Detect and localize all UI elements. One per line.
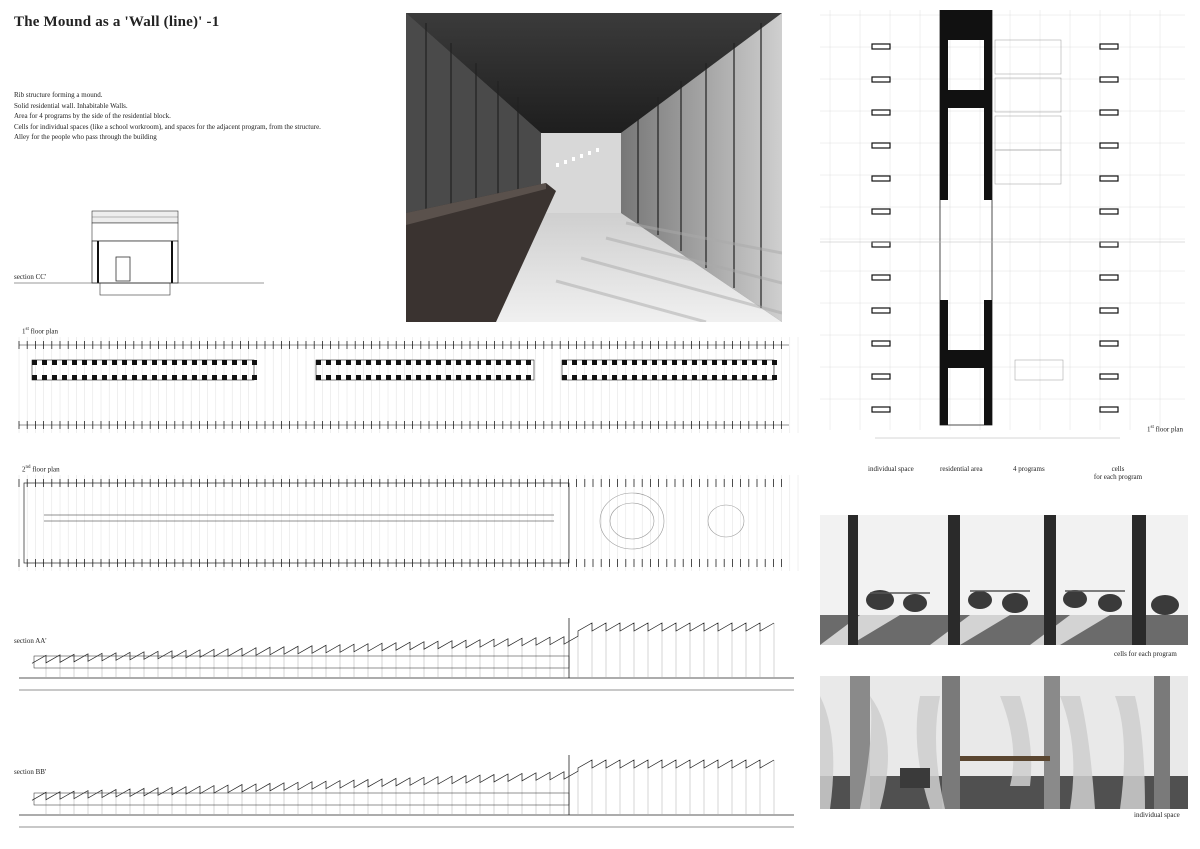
wall-block — [316, 360, 321, 365]
wall-block — [662, 375, 667, 380]
wall-block — [152, 375, 157, 380]
wall-block — [32, 360, 37, 365]
wall-block — [92, 360, 97, 365]
wall-block — [152, 360, 157, 365]
wall-block — [466, 375, 471, 380]
cells-label-line2: for each program — [1093, 473, 1143, 481]
wall-block — [62, 360, 67, 365]
wall-block — [672, 360, 677, 365]
description-line: Solid residential wall. Inhabitable Walls. — [14, 101, 128, 110]
cells-caption: cells for each program — [1114, 650, 1177, 658]
wall-block — [662, 360, 667, 365]
wall-block — [426, 375, 431, 380]
corridor-render — [406, 13, 782, 322]
wall-block — [722, 360, 727, 365]
wall-block — [252, 360, 257, 365]
wall-block — [692, 360, 697, 365]
wall-block — [132, 375, 137, 380]
floor2-number: 2 — [22, 465, 26, 474]
wall-block — [762, 360, 767, 365]
rib-section — [1100, 176, 1118, 181]
wall-block — [232, 375, 237, 380]
wall-block — [592, 375, 597, 380]
section-bb-drawing — [14, 735, 804, 835]
wall-block — [722, 375, 727, 380]
section-aa-drawing — [14, 598, 804, 708]
wall-block — [526, 360, 531, 365]
wall-block — [82, 360, 87, 365]
roof-sawtooth — [32, 760, 774, 800]
wall-block — [446, 360, 451, 365]
wall-block — [182, 375, 187, 380]
wall-block — [612, 375, 617, 380]
rib-section — [1100, 110, 1118, 115]
rib-section — [872, 308, 890, 313]
wall-block — [346, 375, 351, 380]
wall-block — [396, 360, 401, 365]
wall-block — [632, 360, 637, 365]
stage-ellipse — [708, 505, 744, 537]
wall-block — [762, 375, 767, 380]
wall-block — [172, 360, 177, 365]
wall-block — [702, 360, 707, 365]
wall-block — [602, 360, 607, 365]
wall-block — [702, 375, 707, 380]
wall-block — [326, 360, 331, 365]
wall-block — [202, 360, 207, 365]
wall-block — [506, 375, 511, 380]
rib-section — [872, 341, 890, 346]
wall-block — [742, 375, 747, 380]
rib-section — [872, 176, 890, 181]
wall-block — [122, 375, 127, 380]
wall-block — [476, 375, 481, 380]
wall-block — [242, 375, 247, 380]
wall-block — [476, 360, 481, 365]
wall-block — [212, 360, 217, 365]
wall-block — [132, 360, 137, 365]
wall-block — [732, 360, 737, 365]
wall-block — [102, 360, 107, 365]
residential-band — [34, 793, 569, 805]
rib-section — [1100, 308, 1118, 313]
wall-block — [602, 375, 607, 380]
floor2-plan-drawing — [14, 473, 804, 573]
wall-block — [406, 360, 411, 365]
section-aa-label: section AA' — [14, 637, 47, 645]
wall-block — [72, 375, 77, 380]
individual-space-render — [820, 676, 1188, 809]
wall-block — [72, 360, 77, 365]
floor1-plan-drawing — [14, 335, 804, 435]
rib-section — [1100, 77, 1118, 82]
floor1-sup: st — [25, 327, 29, 332]
rib-section — [1100, 341, 1118, 346]
wall-block — [612, 360, 617, 365]
wall-block — [732, 375, 737, 380]
wall-block — [436, 360, 441, 365]
rib-section — [1100, 374, 1118, 379]
description-line: Alley for the people who pass through the building — [14, 133, 157, 141]
wall-block — [62, 375, 67, 380]
right-floor-sup: st — [1150, 425, 1154, 430]
wall-block — [242, 360, 247, 365]
wall-block — [446, 375, 451, 380]
wall-block — [102, 375, 107, 380]
wall-block — [326, 375, 331, 380]
rib-section — [872, 275, 890, 280]
cells-label-line1: cells — [1111, 465, 1125, 473]
wall-block — [376, 375, 381, 380]
wall-block — [192, 375, 197, 380]
wall-block — [112, 375, 117, 380]
floor2-text: floor plan — [30, 465, 60, 474]
wall-block — [712, 360, 717, 365]
section-cc-label: section CC' — [14, 273, 47, 281]
rib-section — [1100, 143, 1118, 148]
wall-block — [366, 360, 371, 365]
wall-block — [92, 375, 97, 380]
individual-space-label: individual space — [868, 465, 914, 473]
wall-block — [142, 360, 147, 365]
description-line: Rib structure forming a mound. — [14, 91, 103, 99]
wall-block — [162, 375, 167, 380]
individual-space-caption: individual space — [1134, 811, 1180, 819]
wall-block — [436, 375, 441, 380]
residential-band — [34, 656, 569, 668]
rib-section — [872, 374, 890, 379]
wall-block — [112, 360, 117, 365]
wall-block — [376, 360, 381, 365]
wall-block — [142, 375, 147, 380]
wall-block — [752, 375, 757, 380]
wall-block — [486, 360, 491, 365]
stage-ellipse — [610, 503, 654, 539]
wall-block — [32, 375, 37, 380]
wall-block — [232, 360, 237, 365]
wall-block — [592, 360, 597, 365]
rib-section — [872, 209, 890, 214]
drawing-line — [24, 483, 569, 563]
rib-section — [1100, 407, 1118, 412]
wall-block — [386, 375, 391, 380]
wall-block — [162, 360, 167, 365]
wall-block — [222, 360, 227, 365]
right-floor-plan-drawing — [820, 10, 1190, 450]
wall-block — [356, 360, 361, 365]
wall-block — [192, 360, 197, 365]
roof-sawtooth — [32, 623, 774, 663]
wall-block — [416, 375, 421, 380]
wall-block — [692, 375, 697, 380]
rib-section — [872, 143, 890, 148]
right-floor-number: 1 — [1147, 425, 1151, 434]
wall-block — [632, 375, 637, 380]
wall-block — [346, 360, 351, 365]
floor1-text: floor plan — [28, 327, 59, 336]
program-room — [1015, 360, 1063, 380]
wall-block — [496, 375, 501, 380]
wall-block — [336, 375, 341, 380]
residential-area-label: residential area — [940, 465, 983, 473]
wall-block — [562, 375, 567, 380]
wall-block — [582, 375, 587, 380]
cells-render — [820, 515, 1188, 645]
wall-block — [336, 360, 341, 365]
wall-block — [52, 360, 57, 365]
wall-block — [386, 360, 391, 365]
rib-section — [872, 110, 890, 115]
wall-block — [506, 360, 511, 365]
program-room — [995, 78, 1061, 112]
description-text — [14, 90, 394, 143]
wall-block — [456, 375, 461, 380]
rib-section — [1100, 44, 1118, 49]
wall-block — [772, 375, 777, 380]
wall-block — [940, 10, 992, 40]
page-title: The Mound as a 'Wall (line)' -1 — [14, 14, 220, 30]
wall-block — [182, 360, 187, 365]
wall-block — [466, 360, 471, 365]
wall-block — [516, 375, 521, 380]
description-line: Cells for individual spaces (like a school workroom), and spaces for the adjacent program, from the structure. — [14, 122, 321, 131]
wall-block — [622, 375, 627, 380]
wall-block — [202, 375, 207, 380]
section-cc-drawing — [14, 205, 264, 305]
rib-section — [1100, 275, 1118, 280]
wall-block — [652, 375, 657, 380]
wall-block — [406, 375, 411, 380]
rib-section — [872, 242, 890, 247]
wall-block — [42, 375, 47, 380]
wall-block — [172, 375, 177, 380]
wall-block — [642, 360, 647, 365]
wall-block — [572, 360, 577, 365]
wall-block — [496, 360, 501, 365]
wall-block — [52, 375, 57, 380]
wall-block — [642, 375, 647, 380]
wall-block — [486, 375, 491, 380]
program-room — [995, 150, 1061, 184]
right-floor-text: floor plan — [1153, 425, 1184, 434]
rib-section — [1100, 242, 1118, 247]
section-bb-label: section BB' — [14, 768, 47, 776]
wall-block — [316, 375, 321, 380]
wall-block — [940, 90, 992, 108]
right-floor-plan-label — [1147, 425, 1183, 433]
floor1-number: 1 — [22, 327, 26, 336]
wall-block — [672, 375, 677, 380]
wall-block — [712, 375, 717, 380]
wall-block — [82, 375, 87, 380]
wall-block — [682, 375, 687, 380]
wall-block — [622, 360, 627, 365]
wall-block — [742, 360, 747, 365]
wall-block — [356, 375, 361, 380]
program-room — [995, 116, 1061, 150]
rib-section — [872, 44, 890, 49]
wall-block — [526, 375, 531, 380]
wall-block — [682, 360, 687, 365]
wall-block — [516, 360, 521, 365]
wall-block — [752, 360, 757, 365]
wall-block — [212, 375, 217, 380]
wall-block — [652, 360, 657, 365]
wall-block — [772, 360, 777, 365]
wall-block — [582, 360, 587, 365]
wall-block — [940, 350, 992, 368]
cells-label — [1088, 465, 1148, 481]
four-programs-label: 4 programs — [1013, 465, 1045, 473]
rib-section — [872, 77, 890, 82]
wall-block — [122, 360, 127, 365]
wall-block — [366, 375, 371, 380]
wall-block — [456, 360, 461, 365]
wall-block — [416, 360, 421, 365]
wall-block — [252, 375, 257, 380]
rib-section — [1100, 209, 1118, 214]
description-line: Area for 4 programs by the side of the residential block. — [14, 112, 171, 120]
wall-block — [396, 375, 401, 380]
wall-block — [426, 360, 431, 365]
wall-block — [572, 375, 577, 380]
rib-section — [872, 407, 890, 412]
wall-block — [222, 375, 227, 380]
floor2-sup: nd — [25, 465, 31, 470]
wall-block — [42, 360, 47, 365]
program-room — [995, 40, 1061, 74]
wall-block — [562, 360, 567, 365]
